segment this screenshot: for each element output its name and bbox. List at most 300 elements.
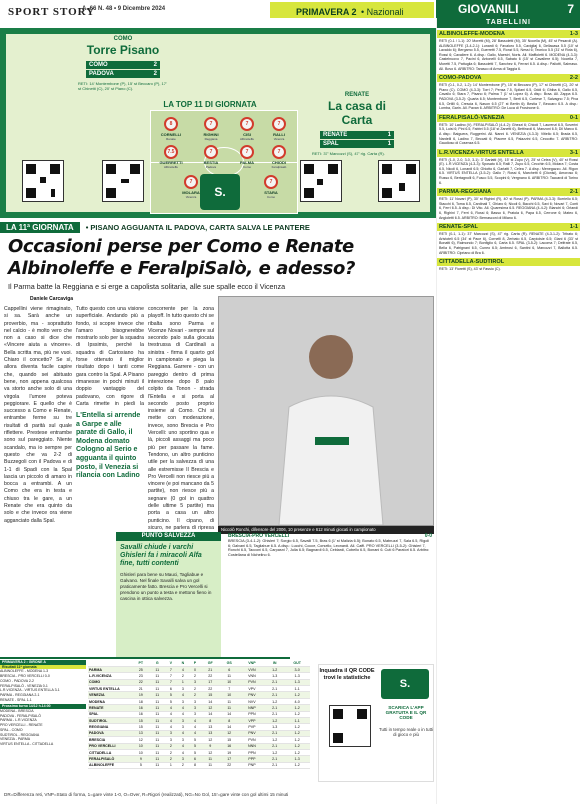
table-cell: 16	[220, 743, 239, 749]
player-slot	[255, 175, 287, 199]
table-cell: 8	[189, 762, 201, 768]
table-cell: 14	[201, 698, 220, 704]
player-team: Albinoleffe	[164, 165, 178, 169]
table-cell: 11	[150, 724, 165, 730]
table-cell: 1-2	[284, 730, 310, 736]
player-name: GUERRETTI	[159, 160, 183, 165]
table-cell: 12	[132, 737, 150, 743]
issue-info: A. 66 N. 48 • 9 Dicembre 2024	[82, 6, 166, 12]
result-row: PARMA - L.R.VICENZA	[0, 718, 37, 723]
player-name: BESTIA	[203, 160, 219, 165]
table-cell: 4	[177, 730, 189, 736]
match-entry-teams: ALBINOLEFFE-MODENA	[439, 31, 505, 37]
table-cell: 4	[177, 705, 189, 711]
hero-right-scores	[320, 131, 394, 148]
table-cell: 1-3	[284, 679, 310, 685]
table-cell: 1-2	[265, 737, 284, 743]
standings-col-header: OUT	[284, 660, 310, 666]
match-entry	[437, 223, 580, 256]
table-cell: 2	[189, 673, 201, 679]
table-cell: 11	[150, 705, 165, 711]
player-slot	[231, 117, 263, 141]
page-number: 7	[567, 2, 574, 16]
match-entry-teams: L.R.VICENZA-VIRTUS ENTELLA	[439, 149, 524, 156]
hero-right-team: La casa di Carta	[327, 99, 387, 127]
tabellini-list	[437, 30, 580, 273]
newspaper-logo: SPORT STORY	[8, 6, 96, 18]
match-entry-score: 2-2	[569, 75, 578, 82]
table-cell: VENEZIA	[88, 692, 132, 698]
table-cell: 1-2	[284, 749, 310, 755]
table-cell: 15	[201, 692, 220, 698]
standings-col-header: N	[177, 660, 189, 666]
table-cell: 1-1	[284, 686, 310, 692]
table-cell: 8	[220, 718, 239, 724]
table-cell: SUDTIROL	[88, 718, 132, 724]
table-cell: 11	[201, 762, 220, 768]
match-entry-score: 3-1	[569, 149, 578, 156]
pull-quote: L'Entella si arrende a Garpe e alle parate di Gallo, il Modena domato Cologno al Serio e agguanta il quinto posto, il Venezia si rilancia con Ladino	[76, 412, 141, 480]
table-cell: 23	[132, 673, 150, 679]
table-cell: 11	[150, 718, 165, 724]
hero-right-rete: RETI: 37' Marcozzi (S), 47' rig. Carta (R).	[312, 151, 385, 156]
table-cell: FERALPISALÒ	[88, 756, 132, 762]
qr-code[interactable]	[378, 160, 420, 202]
table-cell: 2-1	[265, 762, 284, 768]
table-cell: PARMA	[88, 666, 132, 672]
match-entry-title	[437, 188, 580, 196]
table-cell: 11	[150, 666, 165, 672]
table-cell: 1	[177, 679, 189, 685]
table-cell: 9	[132, 756, 150, 762]
table-cell: PPN	[239, 749, 265, 755]
table-cell: 1-2	[284, 692, 310, 698]
match-entry-text: RETI (0-1, 1-1): 37' Marcozzi (S), 47' rig. Carta (R). RENATE (4-3-1-2): Tribato 6; Aristoteli 6.5 (34' st Pace 6), Cornelli 8, Zerbato 6.5, Carpiolsie 6.5; Giani 6 (33' st Bonatti 6), Raimondo 7; Bonfiglio 6, Carta 6.5. SPAL (3-5-2): Lacoma 7; Delfrate 6.5, Bella 6, Patrignani 6.5, Cuneo 6.5; Ambrosi 6, Santini 6, Marcozzi 7, Ballotta 6.5. ARBITRO: Cipriano di Bra 6.	[439, 232, 578, 255]
standings-col-header: GS	[220, 660, 239, 666]
hero-left-label: COMO	[113, 36, 133, 42]
table-cell: PVN	[239, 737, 265, 743]
table-cell: NNP	[239, 705, 265, 711]
player-vote: 8	[164, 117, 178, 131]
table-cell: PNV	[239, 692, 265, 698]
section-subtitle: • Nazionali	[360, 7, 404, 17]
table-cell: 1	[165, 762, 177, 768]
top11-title: LA TOP 11 DI GIORNATA	[163, 100, 257, 109]
table-cell: 8	[201, 718, 220, 724]
player-vote: 7	[204, 145, 218, 159]
table-cell: 2-1	[265, 756, 284, 762]
score-team: PADOVA	[89, 71, 114, 77]
match-entry-score: 0-1	[569, 114, 578, 121]
table-cell: 11	[220, 705, 239, 711]
table-cell: 14	[220, 711, 239, 717]
player-slot	[231, 145, 263, 169]
standings-col-header: PT	[132, 660, 150, 666]
score-value: 1	[387, 141, 391, 147]
table-cell: 11	[150, 737, 165, 743]
table-cell: MODENA	[88, 698, 132, 704]
table-cell: 3	[177, 686, 189, 692]
player-slot	[263, 145, 295, 169]
player-slot	[195, 145, 227, 169]
table-cell: 7	[165, 666, 177, 672]
article-column: Cappellini viene rimaginato, si sa. Sarà anche un proverbio, ma - soprattutto nel calcio - è molto vero che non a caso si dice che «Vincere aiuta a vincere». Bella scritta ma, più ne vuoi. Chiaro il concetto? Se sì, allora diventa facile capire che, quando sei abituato bene, non appena qualcosa va storto anche solo di una virgola l'umore poteva peggiorare. E quello che è successo a Como e Renate, entrambe ferme su tre risultati di parità sul quale riflettere. Prestese entrambe sono sul pareggiato. Niente scandalo, ma io sempre per questo che va 2-2 di Buzzegoli con il Padova e di 1-1 di Spadi con la Spal lascia un piccolo di amaro in bocca a entrambi. A un Como che era in testa e chiuso tra le gare, a un Renate che era quinto da solo e che invece ora viene agganciato dalla Spal.	[4, 306, 72, 524]
standings-table	[88, 660, 310, 769]
table-cell: 3-0	[284, 666, 310, 672]
hero-left-scores	[86, 61, 160, 78]
article-column: concorrente per la zona playoff. In tutto questo chi se ribalta sono Parma e Vicenze Novari - sempre sul secondo palo sulla giocata trestrussa di Cardinali a sinistra - firma il quarto gol in campionato e piega la Reggiana. Garrere - con un pareggio dentro di prima interezione dopo 8 palo colpito da Tonon - strada l'Entella e si porta al secondo posto proprio insieme al Como. Chi si mette con moderazione, invece, sono Brescia e Pro Vercelli: uno sportino qua e là, piccoli assaggi ma poco più per passare la fame. Tendono, un altro punticino utile per la salvezza di una alle estremisse Il Brescia e Pro Vercelli non riesce più a vincere (e poi mancano da 5 partite), non riesce più a segnare (0 gol in quattro delle ultime 5 partite) ma porta a casa un altro punticino. Il cipano, di sicuro, ne parlera di ripresa	[148, 306, 214, 530]
table-cell: 17	[220, 756, 239, 762]
table-cell: 10	[132, 749, 150, 755]
table-cell: 25	[132, 666, 150, 672]
match-entry-text: RETI (0-1 / 1-1): 20' Moretti (M), 28' Bassoletti (M), 35' Nocella (M), 45' st Pesaroli (A). ALBINOLEFFE (3-4-2-1): Lunardi 6; Favaloro 5.5, Cavigliaj 6, Dellacasa 5.5 (10' st Lavaldo 6); Bergamo 5.5, Guerretti 7.5, Ronzi 5.5, Nessi 6; Tecnico 5.5 (31' st Rota 6), Rossi 6; Cavaliere 6. A disp.: Gallo, Maestri, Noris. All. Maffioletti 6. MODENA (4-3-3): Castelnuovo 7, Pacini 6, Antonelli 6.5, Sabato 6 (15' st Cavaliere 6.5); Nocella 7, Moretti 7.5, Pattuglia 6; Bassoletti 7, Sanchez 6, Ferrari 6.5. A disp.: Paliotti, Salmaso. All. Bovo 6. ARBITRO: Tarasco di Arma di Taggia 6.	[439, 39, 578, 71]
table-cell: VNN	[239, 673, 265, 679]
player-vote: 7	[184, 175, 198, 189]
match-entry	[437, 30, 580, 72]
match-entry-teams: CITTADELLA-SUDTIROL	[439, 259, 505, 266]
table-cell: 11	[150, 686, 165, 692]
table-cell: NVV	[239, 698, 265, 704]
match-report-score: 0-0	[424, 533, 432, 539]
table-cell: RENATE	[88, 705, 132, 711]
table-cell: 2	[189, 686, 201, 692]
match-entry-title	[437, 30, 580, 38]
table-cell: 3	[177, 724, 189, 730]
table-cell: 1-2	[265, 666, 284, 672]
table-cell: PVP	[239, 724, 265, 730]
result-row: VIRTUS ENTELLA - CITTADELLA	[0, 741, 54, 746]
table-cell: CITTADELLA	[88, 749, 132, 755]
match-entry	[437, 258, 580, 273]
player-slot	[155, 117, 187, 141]
score-row	[320, 140, 394, 148]
table-cell: 5	[165, 698, 177, 704]
table-cell: 4	[177, 749, 189, 755]
side-box-title: Savalli chiude i varchi Ghisleri fa i miracoli Alfa fine, tutti contenti	[120, 544, 202, 568]
table-cell: 13	[201, 730, 220, 736]
table-cell: 4	[177, 711, 189, 717]
table-cell: 15	[220, 737, 239, 743]
score-value: 2	[153, 62, 157, 68]
standings-col-header: P	[189, 660, 201, 666]
standings-col-header: IN	[265, 660, 284, 666]
table-cell: 14	[220, 724, 239, 730]
table-cell: 18	[132, 698, 150, 704]
table-cell: 3	[177, 718, 189, 724]
player-team: Renate	[166, 137, 176, 141]
table-cell: 1-2	[265, 698, 284, 704]
table-cell: PPN	[239, 711, 265, 717]
table-cell: 1-2	[284, 705, 310, 711]
table-cell: 1-2	[284, 737, 310, 743]
app-logo-icon: S.	[381, 669, 429, 699]
app-promo	[318, 664, 434, 782]
table-cell: 2-1	[265, 730, 284, 736]
table-cell: PVN	[239, 679, 265, 685]
table-cell: 3	[189, 705, 201, 711]
player-team: Como	[266, 195, 275, 199]
table-cell: 2-1	[265, 679, 284, 685]
table-cell: 22	[201, 673, 220, 679]
player-team: Albinoleffe	[240, 137, 254, 141]
headline-line: Albinoleffe e FeralpiSalò, e adesso?	[8, 258, 355, 279]
qr-code[interactable]	[102, 160, 144, 202]
table-cell: 1-3	[265, 724, 284, 730]
table-cell: COMO	[88, 679, 132, 685]
table-cell: BRESCIA	[88, 737, 132, 743]
kicker-bar	[0, 222, 436, 233]
result-row: RENATE - SPAL 1-1	[0, 697, 32, 702]
table-cell: 2	[189, 692, 201, 698]
match-entry-text: RETI (0-1, 0-2, 1-2): 14' Montembone (P), 15' st Beccaro (P), 17' st Chinetti (C), 20' st Piano (C). COMO (4-3-3): Torri 7; Pensa 7.5, Spilani 6.5, Oddi 6; Ghiba 6, Gallo 6.5, Cavallo 6; Stara 7, Pisano 6; Palma 7 (1' st Lopez 6). A disp.: Braa. All. Zappa 6.5. PADOVA (3-5-2): Quarta 6.5; Montembone 7, Berti 6.5, Cortese 7, Salvagno 7.5; Piva 6.5, Ortilli 6, Crescia 6, Nason 6.5 (27' st Bertin 6); Bestia 7, Beccaro 6.5. A disp.: Lomba, Garin. All. Pavan 6. ARBITRO: De Luca di Frosinone 6.	[439, 83, 578, 111]
result-row: ALBINOLEFFE - MODENA 1-3	[0, 669, 49, 674]
match-entry	[437, 114, 580, 147]
promo-app-text: Tutti in tempo reale o in tutti di gioco e più	[379, 727, 434, 737]
score-row	[86, 70, 160, 78]
table-cell: 1-3	[284, 756, 310, 762]
table-cell: 7	[165, 673, 177, 679]
match-entry	[437, 149, 580, 187]
player-team: Vicenza	[273, 137, 285, 141]
table-cell: 0	[189, 666, 201, 672]
table-cell: 2	[165, 756, 177, 762]
table-cell: 22	[132, 679, 150, 685]
table-cell: VIRTUS ENTELLA	[88, 686, 132, 692]
kicker-label: LA 11ª GIORNATA	[0, 222, 80, 233]
table-cell: 1-2	[265, 749, 284, 755]
table-cell: 1-1	[284, 718, 310, 724]
score-value: 1	[387, 132, 391, 138]
table-cell: 6	[165, 686, 177, 692]
match-entry-score: 1-1	[569, 224, 578, 231]
table-cell: 7	[165, 679, 177, 685]
player-name: MOLARA	[182, 190, 200, 195]
table-cell: 13	[132, 730, 150, 736]
legend-footnote: DR=Differenza reti, VNP=Stato di forma, 1=gare vinte 1-0, O=Over, R=Rigori (realizzati), NG=No Gol, 15'=gare vinte con gol ultimi 15 minuti	[4, 792, 289, 797]
standings-col-header: G	[150, 660, 165, 666]
table-cell: PNP	[239, 762, 265, 768]
table-cell: 2-1	[265, 692, 284, 698]
hero-left-block	[78, 36, 168, 91]
match-entry-title	[437, 114, 580, 122]
table-cell: 1-2	[284, 743, 310, 749]
table-cell: 2	[177, 762, 189, 768]
table-cell: 3	[165, 730, 177, 736]
promo-app-title: SCARICA L'APP GRATUITA E IL QR CODE	[385, 705, 427, 720]
match-entry	[437, 74, 580, 112]
player-name: CORNELLI	[160, 132, 182, 137]
match-report	[224, 532, 436, 657]
table-cell: 11	[150, 756, 165, 762]
table-cell: 10	[220, 679, 239, 685]
table-cell: 4	[189, 730, 201, 736]
table-cell: 4	[177, 666, 189, 672]
next-round-head: Prossimo turno 14/12 h.14:00	[0, 704, 86, 709]
table-cell: 12	[201, 737, 220, 743]
standings-col-header: V	[165, 660, 177, 666]
player-team: Feralpisalò	[271, 165, 287, 169]
table-cell: NNN	[239, 743, 265, 749]
result-row: SPAL - COMO	[0, 727, 23, 732]
table-cell: 5	[132, 762, 150, 768]
player-vote: 7	[204, 117, 218, 131]
table-cell: 19	[220, 749, 239, 755]
table-cell: 3	[189, 698, 201, 704]
match-entry-text: RETI: 10' Ladino (V). FERALPISALÒ (4-4-2): Ghezzi 6; Chiodi 7, Laurenzi 6.5, Soverini 5.5, Luisi 6; Pini 6.5, Fabbri 5.5 (18' st Zanetti 6), Bettinzoli 6, Manzoni 6.5; Dil Marco 6. A disp.: Baiguera, Ruggerini. All. Nanni 6. VENEZIA (4-3-3): Vitiello 6.5; Brada 6.5, Nardelli 6, Ladino 7, Beccati 6; Piacere 6.5, Palazzini 6.5, Ceccotto 7. ARBITRO: Gaudioso di Cosenza 6.5.	[439, 122, 578, 146]
next-round-rows	[0, 709, 86, 747]
table-cell: 2-1	[265, 743, 284, 749]
table-cell: 16	[132, 705, 150, 711]
table-cell: 11	[150, 762, 165, 768]
results-head: PRIMAVERA 2 • GIRONE A	[0, 660, 86, 665]
result-row: SUDTIROL - REGGIANA	[0, 732, 40, 737]
table-cell: 4	[165, 724, 177, 730]
result-row: FERALPISALÒ - VENEZIA 0-1	[0, 683, 48, 688]
result-row: BRESCIA - PRO VERCELLI 0-0	[0, 674, 50, 679]
results-rows	[0, 669, 86, 702]
section-title: PRIMAVERA 2	[296, 7, 357, 17]
table-cell: 21	[132, 686, 150, 692]
player-vote: 7.5	[164, 145, 178, 159]
side-box-head: PUNTO SALVEZZA	[116, 532, 221, 541]
table-cell: 4-0	[284, 698, 310, 704]
table-cell: 10	[220, 692, 239, 698]
hero-right-label: RENATE	[344, 92, 370, 98]
headline-line: Occasioni perse per Como e Renate	[8, 236, 354, 257]
match-entry-text: RETI: 13' Fioretti (S), 43' st Fassio (C).	[439, 267, 501, 272]
table-cell: 2-1	[265, 711, 284, 717]
table-cell: 4	[177, 692, 189, 698]
table-cell: 16	[132, 711, 150, 717]
qr-code[interactable]	[22, 160, 64, 202]
hero-left-team: Torre Pisano	[86, 43, 160, 57]
match-entry-teams: FERALPISALÒ-VENEZIA	[439, 114, 505, 121]
table-cell: 1-2	[284, 711, 310, 717]
player-vote: 7	[264, 175, 278, 189]
qr-code[interactable]	[300, 160, 342, 202]
table-cell: PPP	[239, 756, 265, 762]
score-team: SPAL	[323, 141, 339, 147]
byline: Daniele Carcaviga	[30, 296, 74, 302]
table-cell: 19	[132, 692, 150, 698]
table-cell: 1-2	[284, 762, 310, 768]
match-entry-text: RETI: 11' Novari (P), 30' st Righini (R), 40' st Rossi (P). PARMA (4-3-3): Borriello 6.5; Stacchi 6, Toma 6.5, Cardinali 7, Ghiaro 6; Nicoli 6, Bacchi 6.5, Savi 6; Novari 7, Conti 6, Ferri 6.5. A disp.: Di Vito. All. Quaresima 6.5. REGGIANA (4-4-2): Bianchi 6; Orlandi 6, Righini 7, Ferri 6, Rossi 6; Basso 6, Pratola 6, Papa 6.5, Cerrone 6; Mateo 6, Angioletti 6.5. ARBITRO: Bernasconi di Milano 6.	[439, 197, 578, 220]
table-cell: 3	[177, 698, 189, 704]
table-cell: 4	[189, 718, 201, 724]
table-cell: 5	[189, 743, 201, 749]
table-cell: VVN	[239, 666, 265, 672]
table-cell: 12	[220, 730, 239, 736]
app-logo-icon: S.	[200, 174, 240, 210]
table-cell: 11	[150, 692, 165, 698]
table-cell: 3	[189, 711, 201, 717]
result-row: PADOVA - FERALPISALÒ	[0, 713, 41, 718]
table-cell: 1-3	[284, 673, 310, 679]
table-cell: 15	[132, 724, 150, 730]
table-cell: 12	[201, 705, 220, 711]
table-cell: 22	[220, 762, 239, 768]
table-cell: 2	[177, 673, 189, 679]
match-entry-teams: PARMA-REGGIANA	[439, 189, 492, 196]
match-entry-title	[437, 258, 580, 266]
table-cell: 2	[165, 749, 177, 755]
table-cell: 6	[189, 756, 201, 762]
standings-col-header: VNP	[239, 660, 265, 666]
match-entry-text: RETI (1-0, 2-0, 3-0, 3-1): 3' Garlatti (V), 15' st Zupo (V), 25' st Celea (V), 40' st Rossi (E). L.R.VICENZA (4-3-3): Sposato 6.5; Ralli 7, Zupo 6.5, Cecchin 6.5, Molara 7; Costa 6.5, Nicoli 6, Lonardi 6.5; Ghiotto 6, Garlatti 7, Celea 7. A disp.: Menegazzo. All. Rigon 6.5. VIRTUS ENTELLA (3-5-2): Gallo 7; Rossi 6, Marchetti 6 (Dionisi), Amoroso 6; Russo 6, Bertagnolli 6, Fusco 5.5, Scopini 6; Vergnano 6. ARBITRO: Taccardi di Torino 6.	[439, 157, 578, 185]
table-cell: 5	[189, 737, 201, 743]
table-cell: 11	[150, 730, 165, 736]
player-name: CHIODI	[272, 160, 286, 165]
table-cell: 1-3	[265, 673, 284, 679]
result-row: PRO VERCELLI - RENATE	[0, 723, 43, 728]
standings-body	[88, 666, 310, 768]
table-cell: 2-1	[265, 705, 284, 711]
result-row: VENEZIA - PARMA	[0, 737, 31, 742]
table-cell: 4	[177, 743, 189, 749]
qr-code[interactable]	[329, 705, 371, 747]
player-slot	[155, 145, 187, 169]
player-silhouette-icon	[219, 297, 433, 525]
table-cell: 10	[132, 743, 150, 749]
table-cell: L.R.VICENZA	[88, 673, 132, 679]
match-entry-score: 2-1	[569, 189, 578, 196]
player-team: Vicenza	[185, 195, 197, 199]
hero-right-block	[312, 92, 402, 156]
score-row	[86, 61, 160, 69]
table-cell: 1-2	[284, 724, 310, 730]
match-report-text: BRESCIA (3-4-1-2): Ghisleri 7; Sorgio 6.5, Savalli 7.5, Bras 6 (1' st Malizia 6.5); Bonato 6.5, Mabruzzi 7, Sala 6.5, Rigoli 6; Galvani 6.5, Tagliabue 6.5. A disp.: Lucchi, Cocce, Corsello, Leonardi. All. Caffi. PRO VERCELLI (3-5-2): Ghisleri 7, Ronchi 6.5, Tacconi 6.5, Carpasni 7, Julia 6.5; Bagnardi 6.5, Ceblardi, Cobello 6.5, Bonani 6. Cuti 6 Paratori 6.5. Arbitro: Costellana di Nichelino 6.	[228, 538, 430, 558]
table-cell: PADOVA	[88, 730, 132, 736]
table-cell: 1-2	[265, 718, 284, 724]
table-cell: 12	[201, 749, 220, 755]
kicker-text: • PISANO AGGUANTA IL PADOVA, CARTA SALVA LE PANTERE	[85, 223, 310, 232]
table-cell: 17	[201, 679, 220, 685]
hero-left-rete: RETI: 14' Montembone (P), 15' st Beccaro (P), 17' st Chinetti (C), 20' st Piano (C).	[78, 81, 167, 91]
player-vote: 7	[272, 145, 286, 159]
score-team: COMO	[89, 62, 108, 68]
table-cell: 11	[150, 673, 165, 679]
table-cell: 22	[201, 686, 220, 692]
player-name: CISI	[243, 132, 251, 137]
table-cell: SPAL	[88, 711, 132, 717]
table-cell: 4	[165, 705, 177, 711]
player-team: Reggiana	[204, 137, 218, 141]
section-tab	[436, 0, 580, 18]
subheadline: Il Parma batte la Reggiana e si erge a capolista solitaria, alle sue spalle ecco il Vicenza	[8, 282, 286, 291]
tabellini-head: TABELLINI	[437, 18, 580, 28]
table-cell: 5	[189, 749, 201, 755]
table-cell: 3	[165, 737, 177, 743]
player-name: PALMA	[240, 160, 254, 165]
score-value: 2	[153, 71, 157, 77]
table-cell: 4	[189, 724, 201, 730]
table-cell: PRO VERCELLI	[88, 743, 132, 749]
table-cell: 11	[150, 743, 165, 749]
table-cell: 11	[201, 756, 220, 762]
result-row: PARMA - REGGIANA 2-1	[0, 692, 40, 697]
player-slot	[195, 117, 227, 141]
results-sub: Risultati 11ª giornata	[0, 665, 86, 670]
table-row	[88, 762, 310, 768]
player-vote: 7	[240, 117, 254, 131]
table-cell: 2	[165, 743, 177, 749]
match-entry-title	[437, 149, 580, 157]
match-entry-teams: RENATE-SPAL	[439, 224, 478, 231]
table-cell: 11	[150, 749, 165, 755]
table-cell: VPV	[239, 686, 265, 692]
match-entry-score: 1-3	[569, 31, 578, 37]
table-cell: 5	[165, 692, 177, 698]
